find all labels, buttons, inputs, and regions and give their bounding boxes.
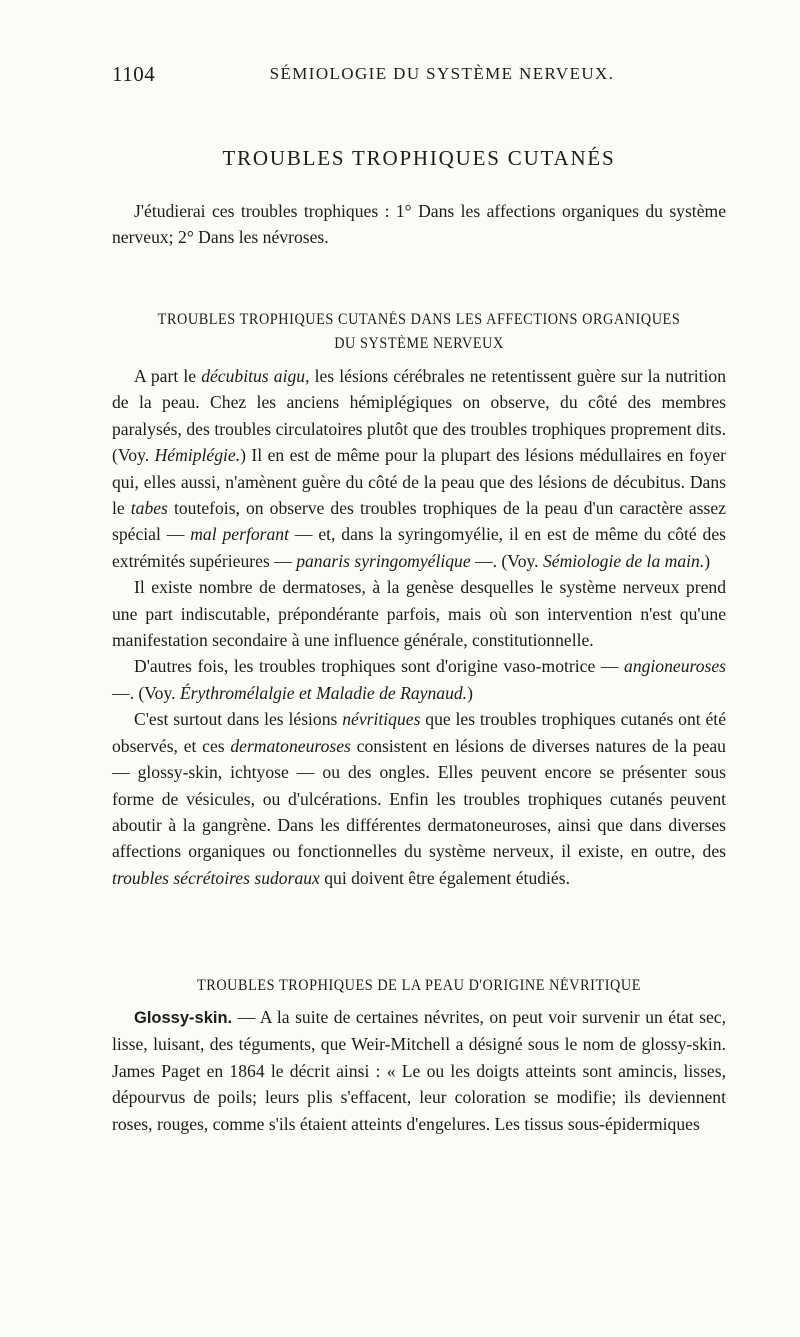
section-body-organic	[112, 363, 726, 891]
intro-text: J'étudierai ces troubles trophiques : 1° Dans les affections organiques du système nerveux; 2° Dans les névroses.	[112, 201, 726, 248]
paragraph-decubitus: A part le décubitus aigu, les lésions cérébrales ne retentissent guère sur la nutrition de la peau. Chez les anciens hémiplégiques on observe, du côté des membres paralysés, des troubles circulatoires plutôt que des troubles trophiques proprement dits. (Voy. Hémiplégie.) Il en est de même pour la plupart des lésions médullaires en foyer qui, elles aussi, n'amènent guère du côté de la peau que des lésions de décubitus. Dans le tabes toutefois, on observe des troubles trophiques de la peau d'un caractère assez spécial — mal perforant — et, dans la syringomyélie, il en est de même du côté des extrémités supérieures — panaris syringomyélique —. (Voy. Sémiologie de la main.)	[112, 366, 727, 571]
section-heading-organic	[112, 308, 726, 356]
section-body-glossy-skin	[112, 1004, 726, 1137]
chapter-title: TROUBLES TROPHIQUES CUTANÉS	[222, 146, 616, 170]
section-heading-line-1: TROUBLES TROPHIQUES CUTANÉS DANS LES AFFECTIONS ORGANIQUES	[157, 311, 681, 328]
paragraph-angioneuroses: D'autres fois, les troubles trophiques sont d'origine vaso-motrice — angioneuroses —. (Voy. Érythromélalgie et Maladie de Raynaud.)	[112, 656, 726, 703]
page-number: 1104	[112, 62, 156, 86]
intro-paragraph	[112, 198, 726, 251]
paragraph-dermatoses: Il existe nombre de dermatoses, à la genèse desquelles le système nerveux prend une part indiscutable, prépondérante parfois, mais où son intervention n'est qu'une manifestation secondaire à une influence générale, constitutionnelle.	[112, 577, 726, 651]
running-title: SÉMIOLOGIE DU SYSTÈME NERVEUX.	[269, 64, 615, 83]
section-heading-nevritique	[112, 974, 726, 998]
glossy-skin-term: Glossy-skin.	[134, 1009, 233, 1027]
paragraph-nevritiques: C'est surtout dans les lésions névritiques que les troubles trophiques cutanés ont été observés, et ces dermatoneuroses consistent en lésions de diverses natures de la peau — glossy-skin, ichtyose — ou des ongles. Elles peuvent encore se présenter sous forme de vésicules, ou d'ulcérations. Enfin les troubles trophiques cutanés peuvent aboutir à la gangrène. Dans les différentes dermatoneuroses, ainsi que dans diverses affections organiques ou fonctionnelles du système nerveux, il existe, en outre, des troubles sécrétoires sudoraux qui doivent être également étudiés.	[112, 709, 727, 888]
running-head	[112, 62, 726, 92]
section-heading-nevritique-text: TROUBLES TROPHIQUES DE LA PEAU D'ORIGINE NÉVRITIQUE	[197, 977, 641, 994]
paragraph-glossy-skin: Glossy-skin. — A la suite de certaines névrites, on peut voir survenir un état sec, lisse, luisant, des téguments, que Weir-Mitchell a désigné sous le nom de glossy-skin. James Paget en 1864 le décrit ainsi : « Le ou les doigts atteints sont amincis, lisses, dépourvus de poils; leurs plis s'effacent, leur coloration se modifie; ils deviennent roses, rouges, comme s'ils étaient atteints d'engelures. Les tissus sous-épidermiques	[112, 1007, 726, 1134]
section-heading-line-2: DU SYSTÈME NERVEUX	[334, 335, 504, 352]
